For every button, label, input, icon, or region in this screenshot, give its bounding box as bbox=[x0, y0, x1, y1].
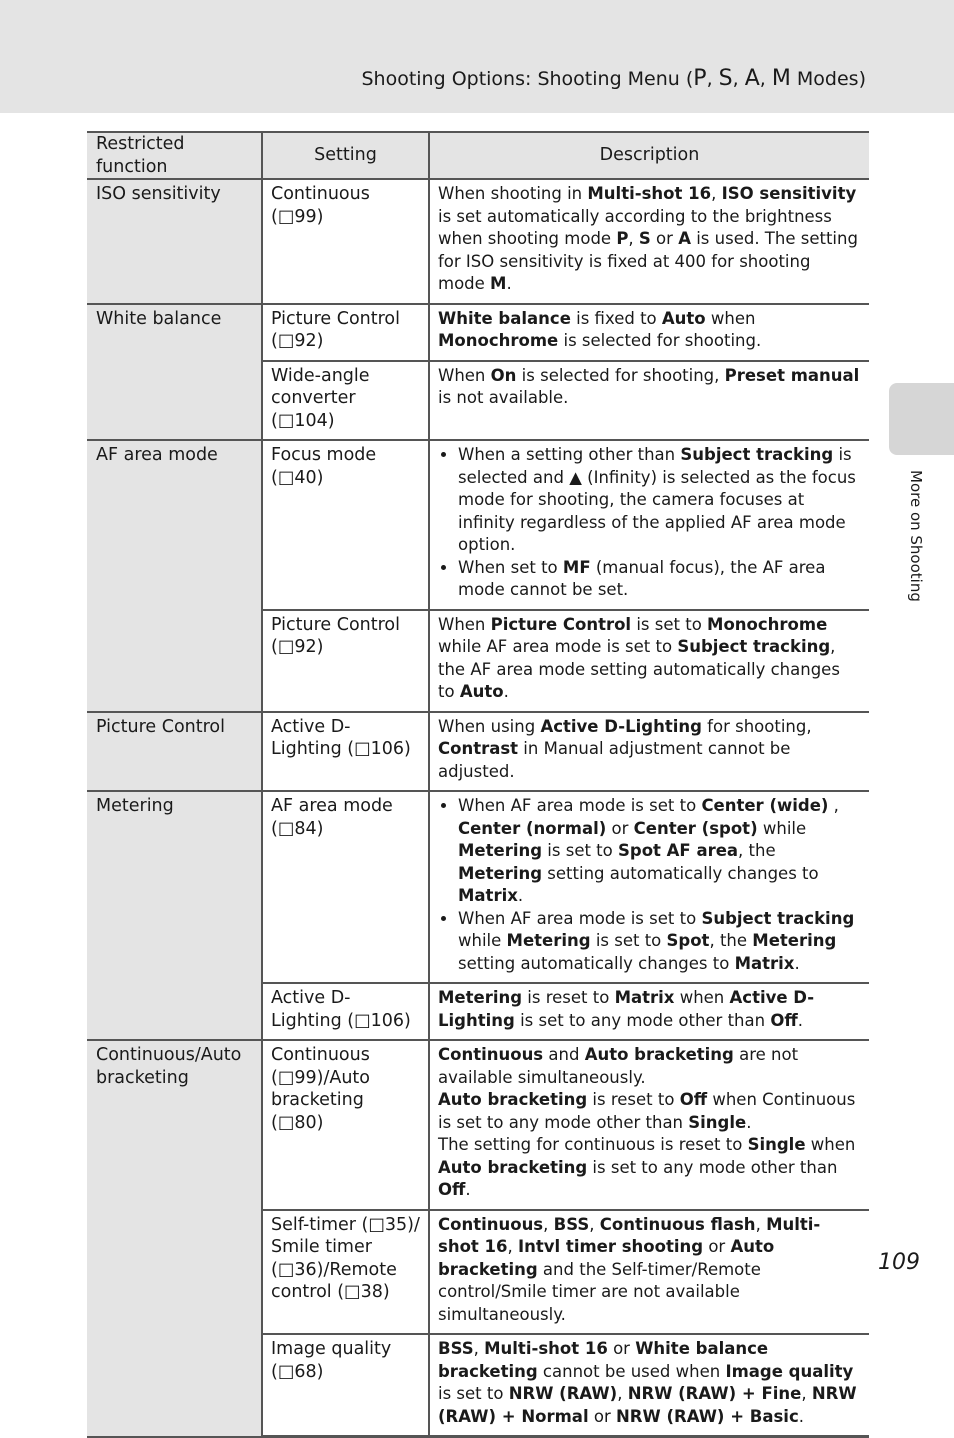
function-iso-sensitivity: ISO sensitivity bbox=[87, 179, 262, 304]
setting-cell: Continuous (□99) bbox=[262, 179, 429, 304]
emphasis-term: Off bbox=[770, 1010, 798, 1030]
emphasis-term: ISO sensitivity bbox=[721, 184, 857, 203]
setting-cell: Self-timer (□35)/ Smile timer (□36)/Remote control (□38) bbox=[262, 1210, 429, 1335]
table-row bbox=[87, 179, 869, 304]
emphasis-term: NRW (RAW) + Basic bbox=[615, 1406, 799, 1426]
description-cell: Metering is reset to Matrix when Active D-Lighting is set to any mode other than Off. bbox=[429, 983, 869, 1040]
emphasis-term: Subject tracking bbox=[680, 445, 834, 464]
header-band bbox=[0, 0, 954, 113]
emphasis-term: Monochrome bbox=[438, 331, 559, 350]
description-cell: Continuous, BSS, Continuous flash, Multi-shot 16, Intvl timer shooting or Auto bracketing and the Self-timer/Remote control/Smile timer are not available simultaneously. bbox=[429, 1210, 869, 1335]
description-cell bbox=[429, 440, 869, 610]
restrictions-table bbox=[87, 131, 869, 1438]
emphasis-term: Active D-Lighting bbox=[438, 988, 815, 1030]
list-item: • When AF area mode is set to Subject tracking while Metering is set to Spot, the Metering setting automatically changes to Matrix. bbox=[458, 908, 861, 976]
emphasis-term: ▲ bbox=[569, 467, 582, 487]
table-row bbox=[87, 440, 869, 610]
description-cell: When Picture Control is set to Monochrome while AF area mode is set to Subject tracking, the AF area mode setting automatically changes to Auto. bbox=[429, 610, 869, 712]
setting-cell: Image quality (□68) bbox=[262, 1334, 429, 1437]
emphasis-term: Auto bracketing bbox=[438, 1157, 588, 1177]
emphasis-term: P bbox=[616, 229, 629, 248]
description-cell: When using Active D-Lighting for shooting, Contrast in Manual adjustment cannot be adjusted. bbox=[429, 712, 869, 792]
emphasis-term: Metering bbox=[458, 841, 543, 860]
emphasis-term: Active D-Lighting bbox=[540, 716, 702, 736]
emphasis-term: Multi-shot 16 bbox=[438, 1214, 821, 1256]
emphasis-term: Auto bracketing bbox=[584, 1045, 734, 1064]
function-metering: Metering bbox=[87, 791, 262, 1040]
page-header-title: Shooting Options: Shooting Menu (P, S, A, M Modes) bbox=[361, 66, 866, 91]
emphasis-term: Off bbox=[679, 1090, 708, 1109]
emphasis-term: Multi-shot 16 bbox=[484, 1339, 608, 1358]
emphasis-term: Image quality bbox=[725, 1361, 854, 1381]
emphasis-term: Metering bbox=[438, 988, 523, 1007]
side-tab bbox=[889, 383, 954, 455]
emphasis-term: NRW (RAW) + Fine bbox=[627, 1384, 802, 1403]
side-tab-label: More on Shooting bbox=[907, 470, 925, 602]
list-item: • When set to MF (manual focus), the AF area mode cannot be set. bbox=[458, 557, 861, 602]
emphasis-term: Intvl timer shooting bbox=[518, 1237, 704, 1256]
header-description: Description bbox=[429, 132, 869, 179]
paragraph: Continuous and Auto bracketing are not available simultaneously. bbox=[438, 1045, 799, 1087]
emphasis-term: On bbox=[490, 365, 517, 385]
emphasis-term: Center (wide) bbox=[701, 796, 829, 815]
setting-cell: Picture Control (□92) bbox=[262, 610, 429, 712]
emphasis-term: M bbox=[490, 274, 507, 293]
setting-cell: Wide-angle converter (□104) bbox=[262, 361, 429, 441]
function-white-balance: White balance bbox=[87, 304, 262, 441]
mode-a-icon: A bbox=[744, 66, 760, 91]
mode-p-icon: P bbox=[693, 66, 707, 91]
table-header-row bbox=[87, 132, 869, 179]
emphasis-term: Monochrome bbox=[707, 614, 828, 634]
emphasis-term: Center (normal) bbox=[458, 818, 607, 838]
setting-cell: Picture Control (□92) bbox=[262, 304, 429, 361]
mode-s-icon: S bbox=[718, 66, 733, 91]
paragraph: The setting for continuous is reset to Single when Auto bracketing is set to any mode other than Off. bbox=[438, 1135, 856, 1199]
table-row bbox=[87, 1040, 869, 1210]
emphasis-term: MF bbox=[562, 557, 591, 577]
header-restricted-function: Restricted function bbox=[87, 132, 262, 179]
emphasis-term: Auto bracketing bbox=[438, 1090, 588, 1109]
function-af-area-mode: AF area mode bbox=[87, 440, 262, 712]
emphasis-term: Metering bbox=[506, 931, 591, 950]
emphasis-term: Continuous bbox=[438, 1214, 544, 1234]
table-row bbox=[87, 304, 869, 361]
mode-m-icon: M bbox=[771, 66, 791, 91]
emphasis-term: Continuous flash bbox=[599, 1214, 756, 1234]
emphasis-term: A bbox=[678, 229, 691, 248]
header-setting: Setting bbox=[262, 132, 429, 179]
emphasis-term: Metering bbox=[458, 863, 543, 883]
emphasis-term: Spot bbox=[666, 931, 710, 950]
page-number: 109 bbox=[878, 1250, 920, 1275]
description-cell bbox=[429, 1040, 869, 1210]
emphasis-term: Matrix bbox=[458, 886, 518, 905]
function-picture-control: Picture Control bbox=[87, 712, 262, 792]
emphasis-term: Subject tracking bbox=[701, 908, 855, 928]
description-cell: BSS, Multi-shot 16 or White balance bracketing cannot be used when Image quality is set to NRW (RAW), NRW (RAW) + Fine, NRW (RAW) + Normal or NRW (RAW) + Basic. bbox=[429, 1334, 869, 1437]
emphasis-term: Single bbox=[747, 1135, 806, 1154]
emphasis-term: Auto bbox=[661, 308, 706, 328]
table-row bbox=[87, 712, 869, 792]
emphasis-term: Off bbox=[438, 1180, 466, 1199]
emphasis-term: Center (spot) bbox=[633, 818, 758, 838]
emphasis-term: Auto bbox=[459, 682, 504, 701]
description-cell: When shooting in Multi-shot 16, ISO sensitivity is set automatically according to the brightness when shooting mode P, S or A is used. The setting for ISO sensitivity is fixed at 400 for shooting mode M. bbox=[429, 179, 869, 304]
emphasis-term: Multi-shot 16 bbox=[587, 184, 712, 203]
emphasis-term: Picture Control bbox=[490, 614, 632, 634]
emphasis-term: BSS bbox=[553, 1214, 590, 1234]
setting-cell: Continuous (□99)/Auto bracketing (□80) bbox=[262, 1040, 429, 1210]
table-row bbox=[87, 791, 869, 983]
setting-cell: Focus mode (□40) bbox=[262, 440, 429, 610]
emphasis-term: Matrix bbox=[614, 988, 675, 1007]
emphasis-term: Metering bbox=[752, 931, 837, 950]
list-item: • When AF area mode is set to Center (wide) , Center (normal) or Center (spot) while Metering is set to Spot AF area, the Metering setting automatically changes to Matrix. bbox=[458, 795, 861, 908]
emphasis-term: Auto bracketing bbox=[438, 1237, 775, 1279]
emphasis-term: Preset manual bbox=[724, 365, 860, 385]
emphasis-term: Subject tracking bbox=[677, 637, 831, 656]
emphasis-term: White balance bbox=[438, 308, 571, 328]
function-continuous-auto-bracketing: Continuous/Auto bracketing bbox=[87, 1040, 262, 1437]
description-cell: White balance is fixed to Auto when Monochrome is selected for shooting. bbox=[429, 304, 869, 361]
description-cell bbox=[429, 791, 869, 983]
emphasis-term: Single bbox=[688, 1112, 747, 1132]
paragraph: Auto bracketing is reset to Off when Continuous is set to any mode other than Single. bbox=[438, 1090, 856, 1132]
emphasis-term: Matrix bbox=[734, 953, 795, 973]
emphasis-term: Spot AF area bbox=[618, 841, 739, 860]
emphasis-term: NRW (RAW) + Normal bbox=[438, 1384, 857, 1426]
emphasis-term: Contrast bbox=[438, 739, 519, 758]
list-item: • When a setting other than Subject tracking is selected and ▲ (Infinity) is selected as the focus mode for shooting, the camera focuses at infinity regardless of the applied AF area mode option. bbox=[458, 444, 861, 557]
description-cell: When On is selected for shooting, Preset manual is not available. bbox=[429, 361, 869, 441]
emphasis-term: White balance bracketing bbox=[438, 1339, 769, 1381]
emphasis-term: S bbox=[638, 229, 651, 248]
emphasis-term: BSS bbox=[438, 1339, 474, 1358]
setting-cell: AF area mode (□84) bbox=[262, 791, 429, 983]
setting-cell: Active D-Lighting (□106) bbox=[262, 712, 429, 792]
emphasis-term: NRW (RAW) bbox=[508, 1384, 618, 1403]
emphasis-term: Continuous bbox=[438, 1045, 544, 1064]
setting-cell: Active D-Lighting (□106) bbox=[262, 983, 429, 1040]
